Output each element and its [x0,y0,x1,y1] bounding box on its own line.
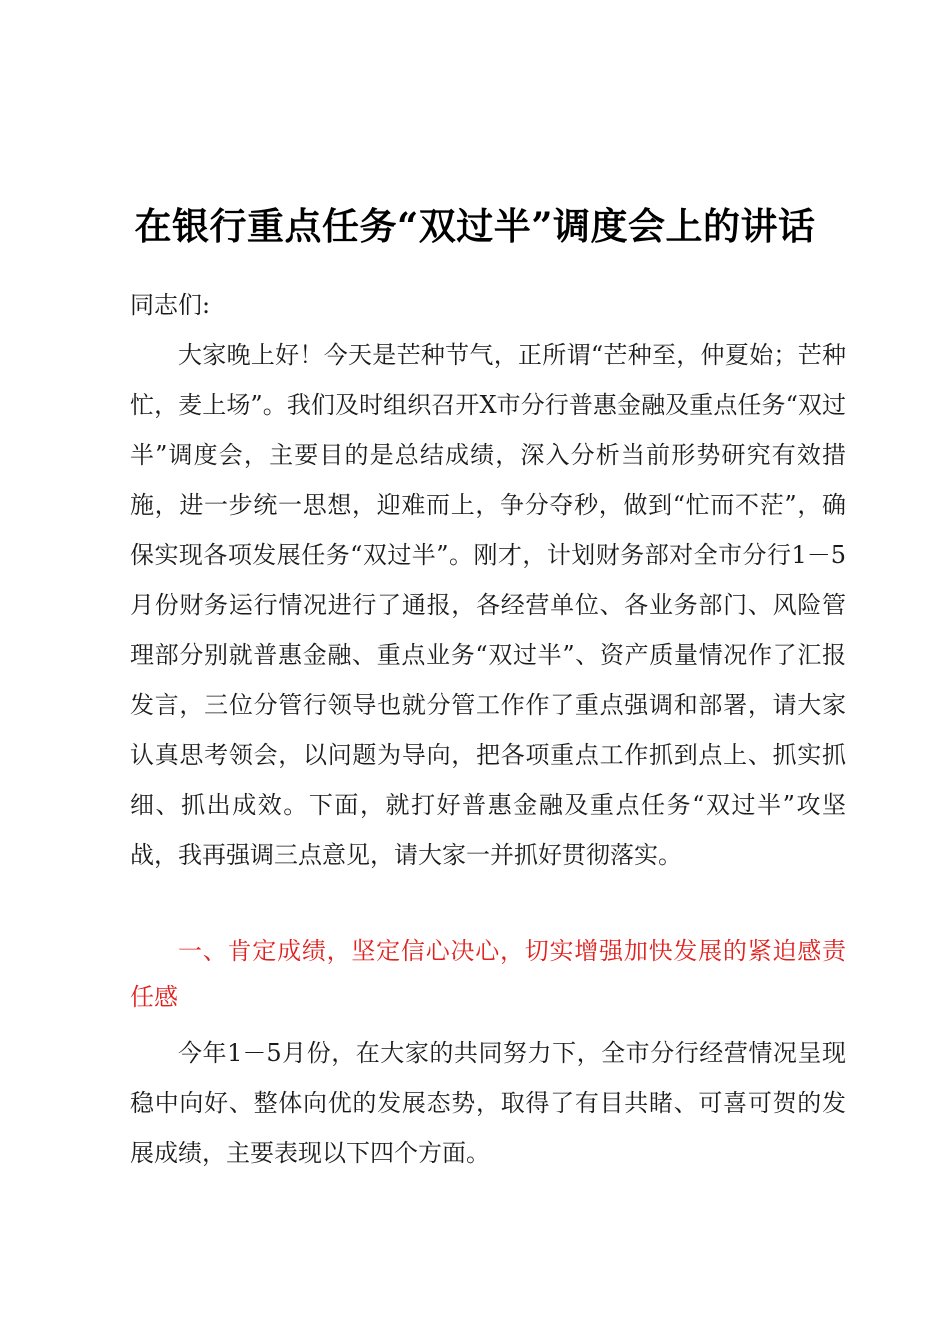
paragraph-section-1: 今年1－5月份，在大家的共同努力下，全市分行经营情况呈现稳中向好、整体向优的发展态势，取得了有目共睹、可喜可贺的发展成绩，主要表现以下四个方面。 [130,1039,846,1167]
document-title: 在银行重点任务“双过半”调度会上的讲话 [134,204,816,248]
section-heading-1: 一、肯定成绩，坚定信心决心，切实增强加快发展的紧迫感责任感 [130,937,846,1011]
paragraph-opening: 大家晚上好！今天是芒种节气，正所谓“芒种至，仲夏始；芒种忙，麦上场”。我们及时组织召开X市分行普惠金融及重点任务“双过半”调度会，主要目的是总结成绩，深入分析当前形势研究有效措施，进一步统一思想，迎难而上，争分夺秒，做到“忙而不茫”，确保实现各项发展任务“双过半”。刚才，计划财务部对全市分行1－5月份财务运行情况进行了通报，各经营单位、各业务部门、风险管理部分别就普惠金融、重点业务“双过半”、资产质量情况作了汇报发言，三位分管行领导也就分管工作作了重点强调和部署，请大家认真思考领会，以问题为导向，把各项重点工作抓到点上、抓实抓细、抓出成效。下面，就打好普惠金融及重点任务“双过半”攻坚战，我再强调三点意见，请大家一并抓好贯彻落实。 [130,341,846,869]
salutation: 同志们: [130,291,211,319]
